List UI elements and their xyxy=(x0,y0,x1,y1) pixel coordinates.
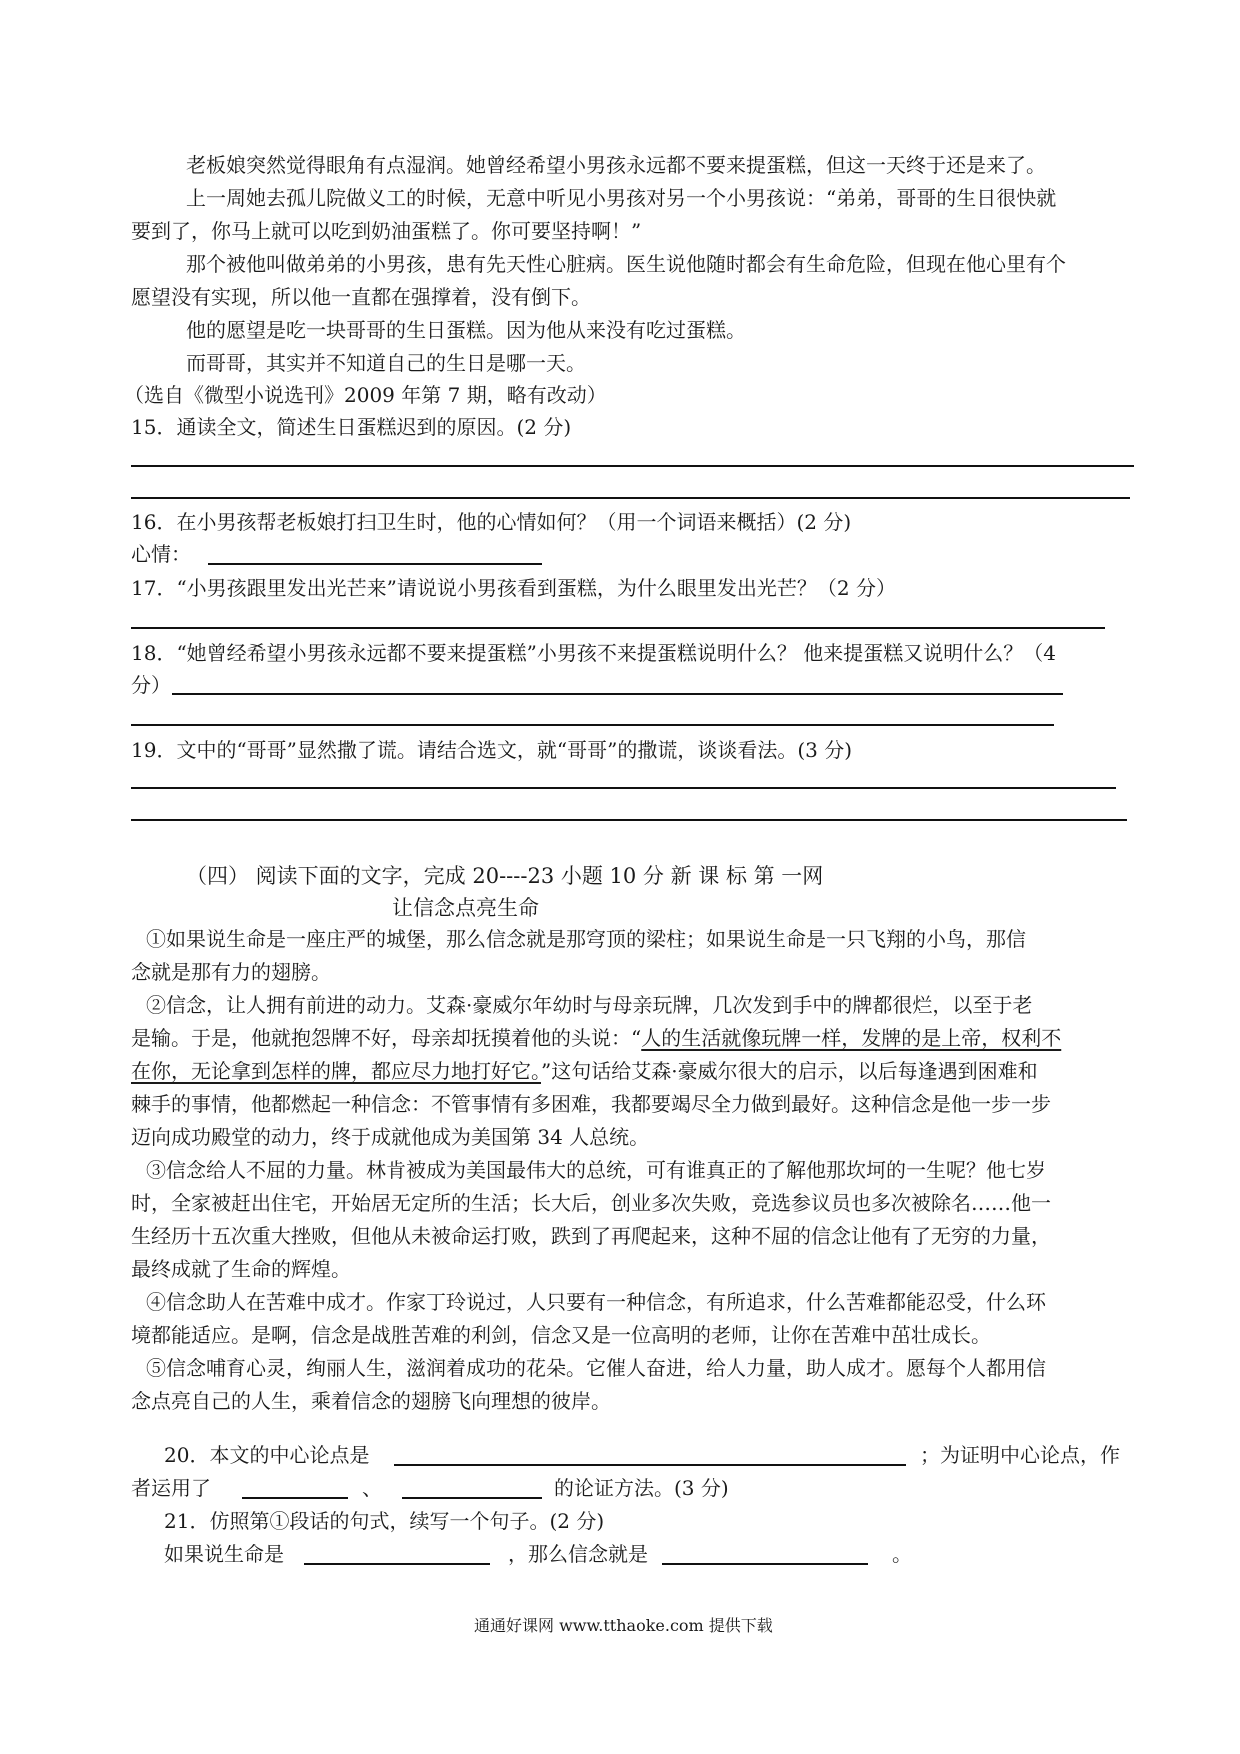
story-paragraph-5: 而哥哥，其实并不知道自己的生日是哪一天。 xyxy=(186,351,586,375)
essay-paragraph-5-line-1: ⑤信念哺育心灵，绚丽人生，滋润着成功的花朵。它催人奋进，给人力量，助人成才。愿每个人都用信 xyxy=(146,1356,1046,1380)
question-20-separator: 、 xyxy=(362,1476,382,1500)
essay-paragraph-4-line-2: 境都能适应。是啊，信念是战胜苦难的利剑，信念又是一位高明的老师，让你在苦难中茁壮成长。 xyxy=(131,1323,991,1347)
question-20-line-2: 者运用了 xyxy=(131,1476,211,1500)
question-21: 21．仿照第①段话的句式，续写一个句子。(2 分) xyxy=(164,1509,605,1533)
question-21-line-2: 如果说生命是 xyxy=(164,1542,284,1566)
question-20-line-1-end: ；为证明中心论点，作 xyxy=(920,1443,1120,1467)
question-18-line-1: 18．“她曾经希望小男孩永远都不要来提蛋糕”小男孩不来提蛋糕说明什么？ 他来提蛋糕又说明什么？（4 xyxy=(131,641,1056,665)
question-20-line-1: 20．本文的中心论点是 xyxy=(164,1443,370,1467)
answer-line-15a xyxy=(131,465,1134,467)
essay-paragraph-3-line-2: 时，全家被赶出住宅，开始居无定所的生活；长大后，创业多次失败，竞选参议员也多次被除名……他一 xyxy=(131,1191,1051,1215)
answer-line-21b xyxy=(662,1563,868,1565)
story-paragraph-3-line-2: 愿望没有实现，所以他一直都在强撑着，没有倒下。 xyxy=(131,285,591,309)
answer-line-18a xyxy=(172,693,1063,695)
question-16-label: 心情： xyxy=(131,542,191,566)
page-footer: 通通好课网 www.tthaoke.com 提供下载 xyxy=(474,1616,773,1635)
essay-paragraph-3-line-3: 生经历十五次重大挫败，但他从未被命运打败，跌到了再爬起来，这种不屈的信念让他有了无穷的力量， xyxy=(131,1224,1051,1248)
essay-paragraph-2-line-2 xyxy=(131,1026,1061,1050)
question-18-line-2: 分） xyxy=(131,673,171,697)
essay-paragraph-5-line-2: 念点亮自己的人生，乘着信念的翅膀飞向理想的彼岸。 xyxy=(131,1389,611,1413)
story-paragraph-2-line-2: 要到了，你马上就可以吃到奶油蛋糕了。你可要坚持啊！” xyxy=(131,219,642,243)
story-paragraph-4: 他的愿望是吃一块哥哥的生日蛋糕。因为他从来没有吃过蛋糕。 xyxy=(186,318,746,342)
story-source: （选自《微型小说选刊》2009 年第 7 期，略有改动） xyxy=(124,383,607,407)
essay-paragraph-2-line-3 xyxy=(131,1059,1038,1083)
question-19: 19．文中的“哥哥”显然撒了谎。请结合选文，就“哥哥”的撒谎，谈谈看法。(3 分) xyxy=(131,738,853,762)
question-20-line-2-end: 的论证方法。(3 分) xyxy=(554,1476,729,1500)
question-15: 15．通读全文，简述生日蛋糕迟到的原因。(2 分) xyxy=(131,415,572,439)
essay-paragraph-1-line-1: ①如果说生命是一座庄严的城堡，那么信念就是那穹顶的梁柱；如果说生命是一只飞翔的小鸟，那信 xyxy=(146,927,1026,951)
essay-title: 让信念点亮生命 xyxy=(392,896,539,920)
story-paragraph-1: 老板娘突然觉得眼角有点湿润。她曾经希望小男孩永远都不要来提蛋糕，但这一天终于还是来了。 xyxy=(186,153,1046,177)
essay-paragraph-3-line-1: ③信念给人不屈的力量。林肯被成为美国最伟大的总统，可有谁真正的了解他那坎坷的一生呢？他七岁 xyxy=(146,1158,1046,1182)
question-16: 16．在小男孩帮老板娘打扫卫生时，他的心情如何？（用一个词语来概括）(2 分) xyxy=(131,510,852,534)
essay-paragraph-3-line-4: 最终成就了生命的辉煌。 xyxy=(131,1257,351,1281)
essay-paragraph-2-line-4: 棘手的事情，他都燃起一种信念：不管事情有多困难，我都要竭尽全力做到最好。这种信念是他一步一步 xyxy=(131,1092,1051,1116)
essay-paragraph-1-line-2: 念就是那有力的翅膀。 xyxy=(131,960,331,984)
answer-line-20-thesis xyxy=(394,1464,906,1466)
section-4-heading: （四） 阅读下面的文字，完成 20----23 小题 10 分 新 课 标 第 一网 xyxy=(186,864,824,888)
essay-paragraph-2-line-3-text: ”这句话给艾森·豪威尔很大的启示，以后每逢遇到困难和 xyxy=(541,1059,1038,1083)
answer-line-20-method-2 xyxy=(402,1497,542,1499)
answer-line-19b xyxy=(131,819,1127,821)
essay-paragraph-2-line-5: 迈向成功殿堂的动力，终于成就他成为美国第 34 人总统。 xyxy=(131,1125,650,1149)
underlined-quote-part-2: 在你，无论拿到怎样的牌，都应尽力地打好它。 xyxy=(131,1059,541,1083)
answer-line-16 xyxy=(208,563,542,565)
underlined-quote-part-1: 人的生活就像玩牌一样，发牌的是上帝，权利不 xyxy=(641,1026,1062,1050)
essay-paragraph-2-line-2-text: 是输。于是，他就抱怨牌不好，母亲却抚摸着他的头说：“ xyxy=(131,1026,642,1050)
essay-paragraph-2-line-1: ②信念，让人拥有前进的动力。艾森·豪威尔年幼时与母亲玩牌，几次发到手中的牌都很烂，以至于老 xyxy=(146,993,1033,1017)
question-17: 17．“小男孩跟里发出光芒来”请说说小男孩看到蛋糕，为什么眼里发出光芒？（2 分） xyxy=(131,576,896,600)
essay-paragraph-4-line-1: ④信念助人在苦难中成才。作家丁玲说过，人只要有一种信念，有所追求，什么苦难都能忍受，什么环 xyxy=(146,1290,1046,1314)
story-paragraph-3-line-1: 那个被他叫做弟弟的小男孩，患有先天性心脏病。医生说他随时都会有生命危险，但现在他心里有个 xyxy=(186,252,1066,276)
question-21-line-2-mid: ，那么信念就是 xyxy=(508,1542,648,1566)
answer-line-21a xyxy=(304,1563,490,1565)
answer-line-17 xyxy=(131,627,1105,629)
story-paragraph-2-line-1: 上一周她去孤儿院做义工的时候，无意中听见小男孩对另一个小男孩说：“弟弟，哥哥的生日很快就 xyxy=(186,186,1057,210)
answer-line-20-method-1 xyxy=(242,1497,348,1499)
answer-line-19a xyxy=(131,787,1116,789)
answer-line-15b xyxy=(131,497,1130,499)
answer-line-18b xyxy=(131,724,1054,726)
question-21-line-2-end: 。 xyxy=(892,1542,912,1566)
